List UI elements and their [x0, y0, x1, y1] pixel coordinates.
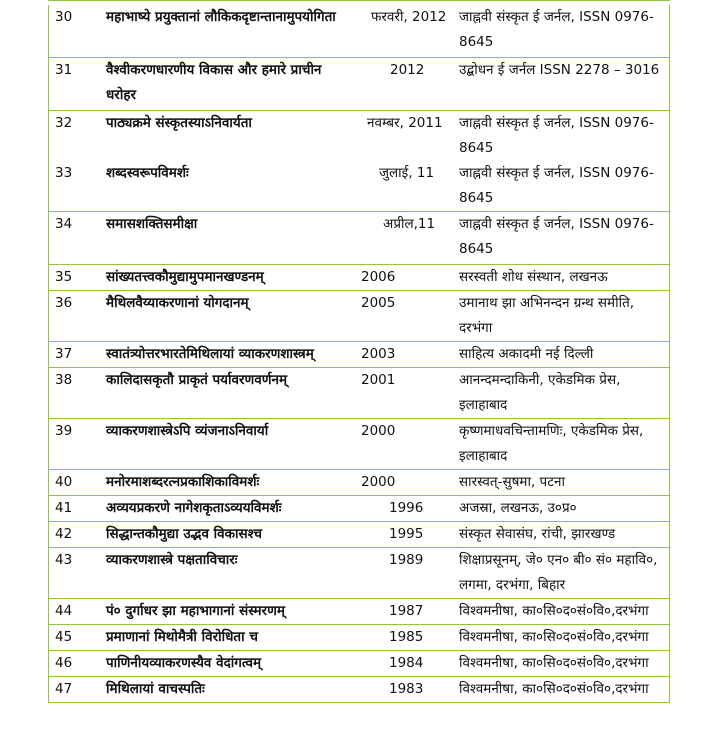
- paper-title: पाणिनीयव्याकरणस्यैव वेदांगत्वम्: [106, 655, 262, 671]
- paper-title: स्वातंत्र्योत्तरभारतेमिथिलायां व्याकरणशास्त्रम्: [106, 346, 314, 362]
- publisher: साहित्य अकादमी नई दिल्ली: [459, 346, 594, 362]
- row-number: 36: [55, 295, 73, 311]
- table-row: [49, 625, 669, 651]
- row-number: 34: [55, 216, 73, 232]
- table-row: [49, 368, 669, 419]
- table-row: [49, 5, 669, 58]
- row-number: 39: [55, 423, 73, 439]
- table-row: [49, 265, 669, 291]
- paper-title: समासशक्तिसमीक्षा: [106, 216, 198, 232]
- publication-date: 2006: [361, 269, 396, 285]
- paper-title: वैश्वीकरणधारणीय विकास और हमारे प्राचीन धरोहर: [106, 62, 322, 103]
- publisher: जाह्नवी संस्कृत ई जर्नल, ISSN 0976-8645: [459, 216, 654, 257]
- paper-title: मनोरमाशब्दरत्नप्रकाशिकाविमर्शः: [106, 474, 260, 490]
- paper-title: प्रमाणानां मिथोमैत्री विरोधिता च: [106, 629, 258, 645]
- publication-date: जुलाई, 11: [379, 165, 435, 181]
- paper-title: सिद्धान्तकौमुद्या उद्भव विकासश्च: [106, 526, 262, 542]
- table-row: [49, 58, 669, 111]
- row-number: 40: [55, 474, 73, 490]
- publication-date: 1989: [389, 552, 424, 568]
- row-number: 42: [55, 526, 73, 542]
- publisher: आनन्दमन्दाकिनी, एकेडमिक प्रेस, इलाहाबाद: [459, 372, 621, 413]
- table-row: [49, 419, 669, 470]
- table-row: [49, 470, 669, 496]
- paper-title: सांख्यतत्त्वकौमुद्यामुपमानखण्डनम्: [106, 269, 264, 285]
- publication-date: 1987: [389, 603, 424, 619]
- table-row: [49, 651, 669, 677]
- publisher: सारस्वत्-सुषमा, पटना: [459, 474, 566, 490]
- publisher: विश्वमनीषा, का०सि०द०सं०वि०,दरभंगा: [459, 603, 649, 619]
- publication-date: 1985: [389, 629, 424, 645]
- row-number: 37: [55, 346, 73, 362]
- table-row: [49, 677, 669, 703]
- paper-title: पं० दुर्गाधर झा महाभागानां संस्मरणम्: [106, 603, 285, 619]
- publisher: विश्वमनीषा, का०सि०द०सं०वि०,दरभंगा: [459, 655, 649, 671]
- paper-title: अव्ययप्रकरणे नागेशकृताऽव्ययविमर्शः: [106, 500, 282, 516]
- publisher: अजस्रा, लखनऊ, उ०प्र०: [459, 500, 577, 516]
- table-top-border: [48, 0, 670, 1]
- table-row: [49, 342, 669, 368]
- publication-date: 1995: [389, 526, 424, 542]
- paper-title: महाभाष्ये प्रयुक्तानां लौकिकदृष्टान्तानामुपयोगिता: [106, 9, 336, 25]
- table-row: [49, 599, 669, 625]
- publisher: सरस्वती शोध संस्थान, लखनऊ: [459, 269, 608, 285]
- publication-date: 1996: [389, 500, 424, 516]
- table-row: [49, 161, 669, 212]
- row-number: 44: [55, 603, 73, 619]
- table-row: [49, 111, 669, 161]
- table-row: [49, 522, 669, 548]
- table-row: [49, 212, 669, 265]
- row-number: 38: [55, 372, 73, 388]
- publication-date: फरवरी, 2012: [371, 9, 447, 25]
- paper-title: मिथिलायां वाचस्पतिः: [106, 681, 205, 697]
- publication-date: 2001: [361, 372, 396, 388]
- publication-date: 2000: [361, 474, 396, 490]
- publisher: कृष्णमाधवचिन्तामणिः, एकेडमिक प्रेस, इलाहाबाद: [459, 423, 644, 464]
- publisher: जाह्नवी संस्कृत ई जर्नल, ISSN 0976-8645: [459, 165, 654, 206]
- table-row: [49, 291, 669, 342]
- publisher: विश्वमनीषा, का०सि०द०सं०वि०,दरभंगा: [459, 629, 649, 645]
- publication-date: 1984: [389, 655, 424, 671]
- paper-title: कालिदासकृतौ प्राकृतं पर्यावरणवर्णनम्: [106, 372, 288, 388]
- publisher: संस्कृत सेवासंघ, रांची, झारखण्ड: [459, 526, 616, 542]
- paper-title: मैथिलवैय्याकरणानां योगदानम्: [106, 295, 249, 311]
- publisher: उद्बोधन ई जर्नल ISSN 2278 – 3016: [459, 62, 660, 78]
- publication-date: 2012: [390, 62, 425, 78]
- publications-table: [48, 5, 670, 703]
- row-number: 33: [55, 165, 73, 181]
- publication-date: अप्रील,11: [383, 216, 436, 232]
- row-number: 35: [55, 269, 73, 285]
- row-number: 32: [55, 115, 73, 131]
- table-row: [49, 548, 669, 599]
- publisher: शिक्षाप्रसूनम्, जे० एन० बी० सं० महावि०, लगमा, दरभंगा, बिहार: [459, 552, 658, 593]
- row-number: 41: [55, 500, 73, 516]
- publisher: जाह्नवी संस्कृत ई जर्नल, ISSN 0976-8645: [459, 115, 654, 156]
- publication-date: 2003: [361, 346, 396, 362]
- publication-date: 1983: [389, 681, 424, 697]
- row-number: 45: [55, 629, 73, 645]
- publication-date: नवम्बर, 2011: [367, 115, 443, 131]
- paper-title: व्याकरणशास्त्रेऽपि व्यंजनाऽनिवार्या: [106, 423, 269, 439]
- publisher: जाह्नवी संस्कृत ई जर्नल, ISSN 0976-8645: [459, 9, 654, 50]
- paper-title: पाठ्यक्रमे संस्कृतस्याऽनिवार्यता: [106, 115, 252, 131]
- publisher: उमानाथ झा अभिनन्दन ग्रन्थ समीति, दरभंगा: [459, 295, 635, 336]
- publication-date: 2000: [361, 423, 396, 439]
- paper-title: शब्दस्वरूपविमर्शः: [106, 165, 189, 181]
- row-number: 30: [55, 9, 73, 25]
- row-number: 43: [55, 552, 73, 568]
- row-number: 31: [55, 62, 73, 78]
- row-number: 47: [55, 681, 73, 697]
- publication-date: 2005: [361, 295, 396, 311]
- table-row: [49, 496, 669, 522]
- row-number: 46: [55, 655, 73, 671]
- paper-title: व्याकरणशास्त्रे पक्षताविचारः: [106, 552, 238, 568]
- publisher: विश्वमनीषा, का०सि०द०सं०वि०,दरभंगा: [459, 681, 649, 697]
